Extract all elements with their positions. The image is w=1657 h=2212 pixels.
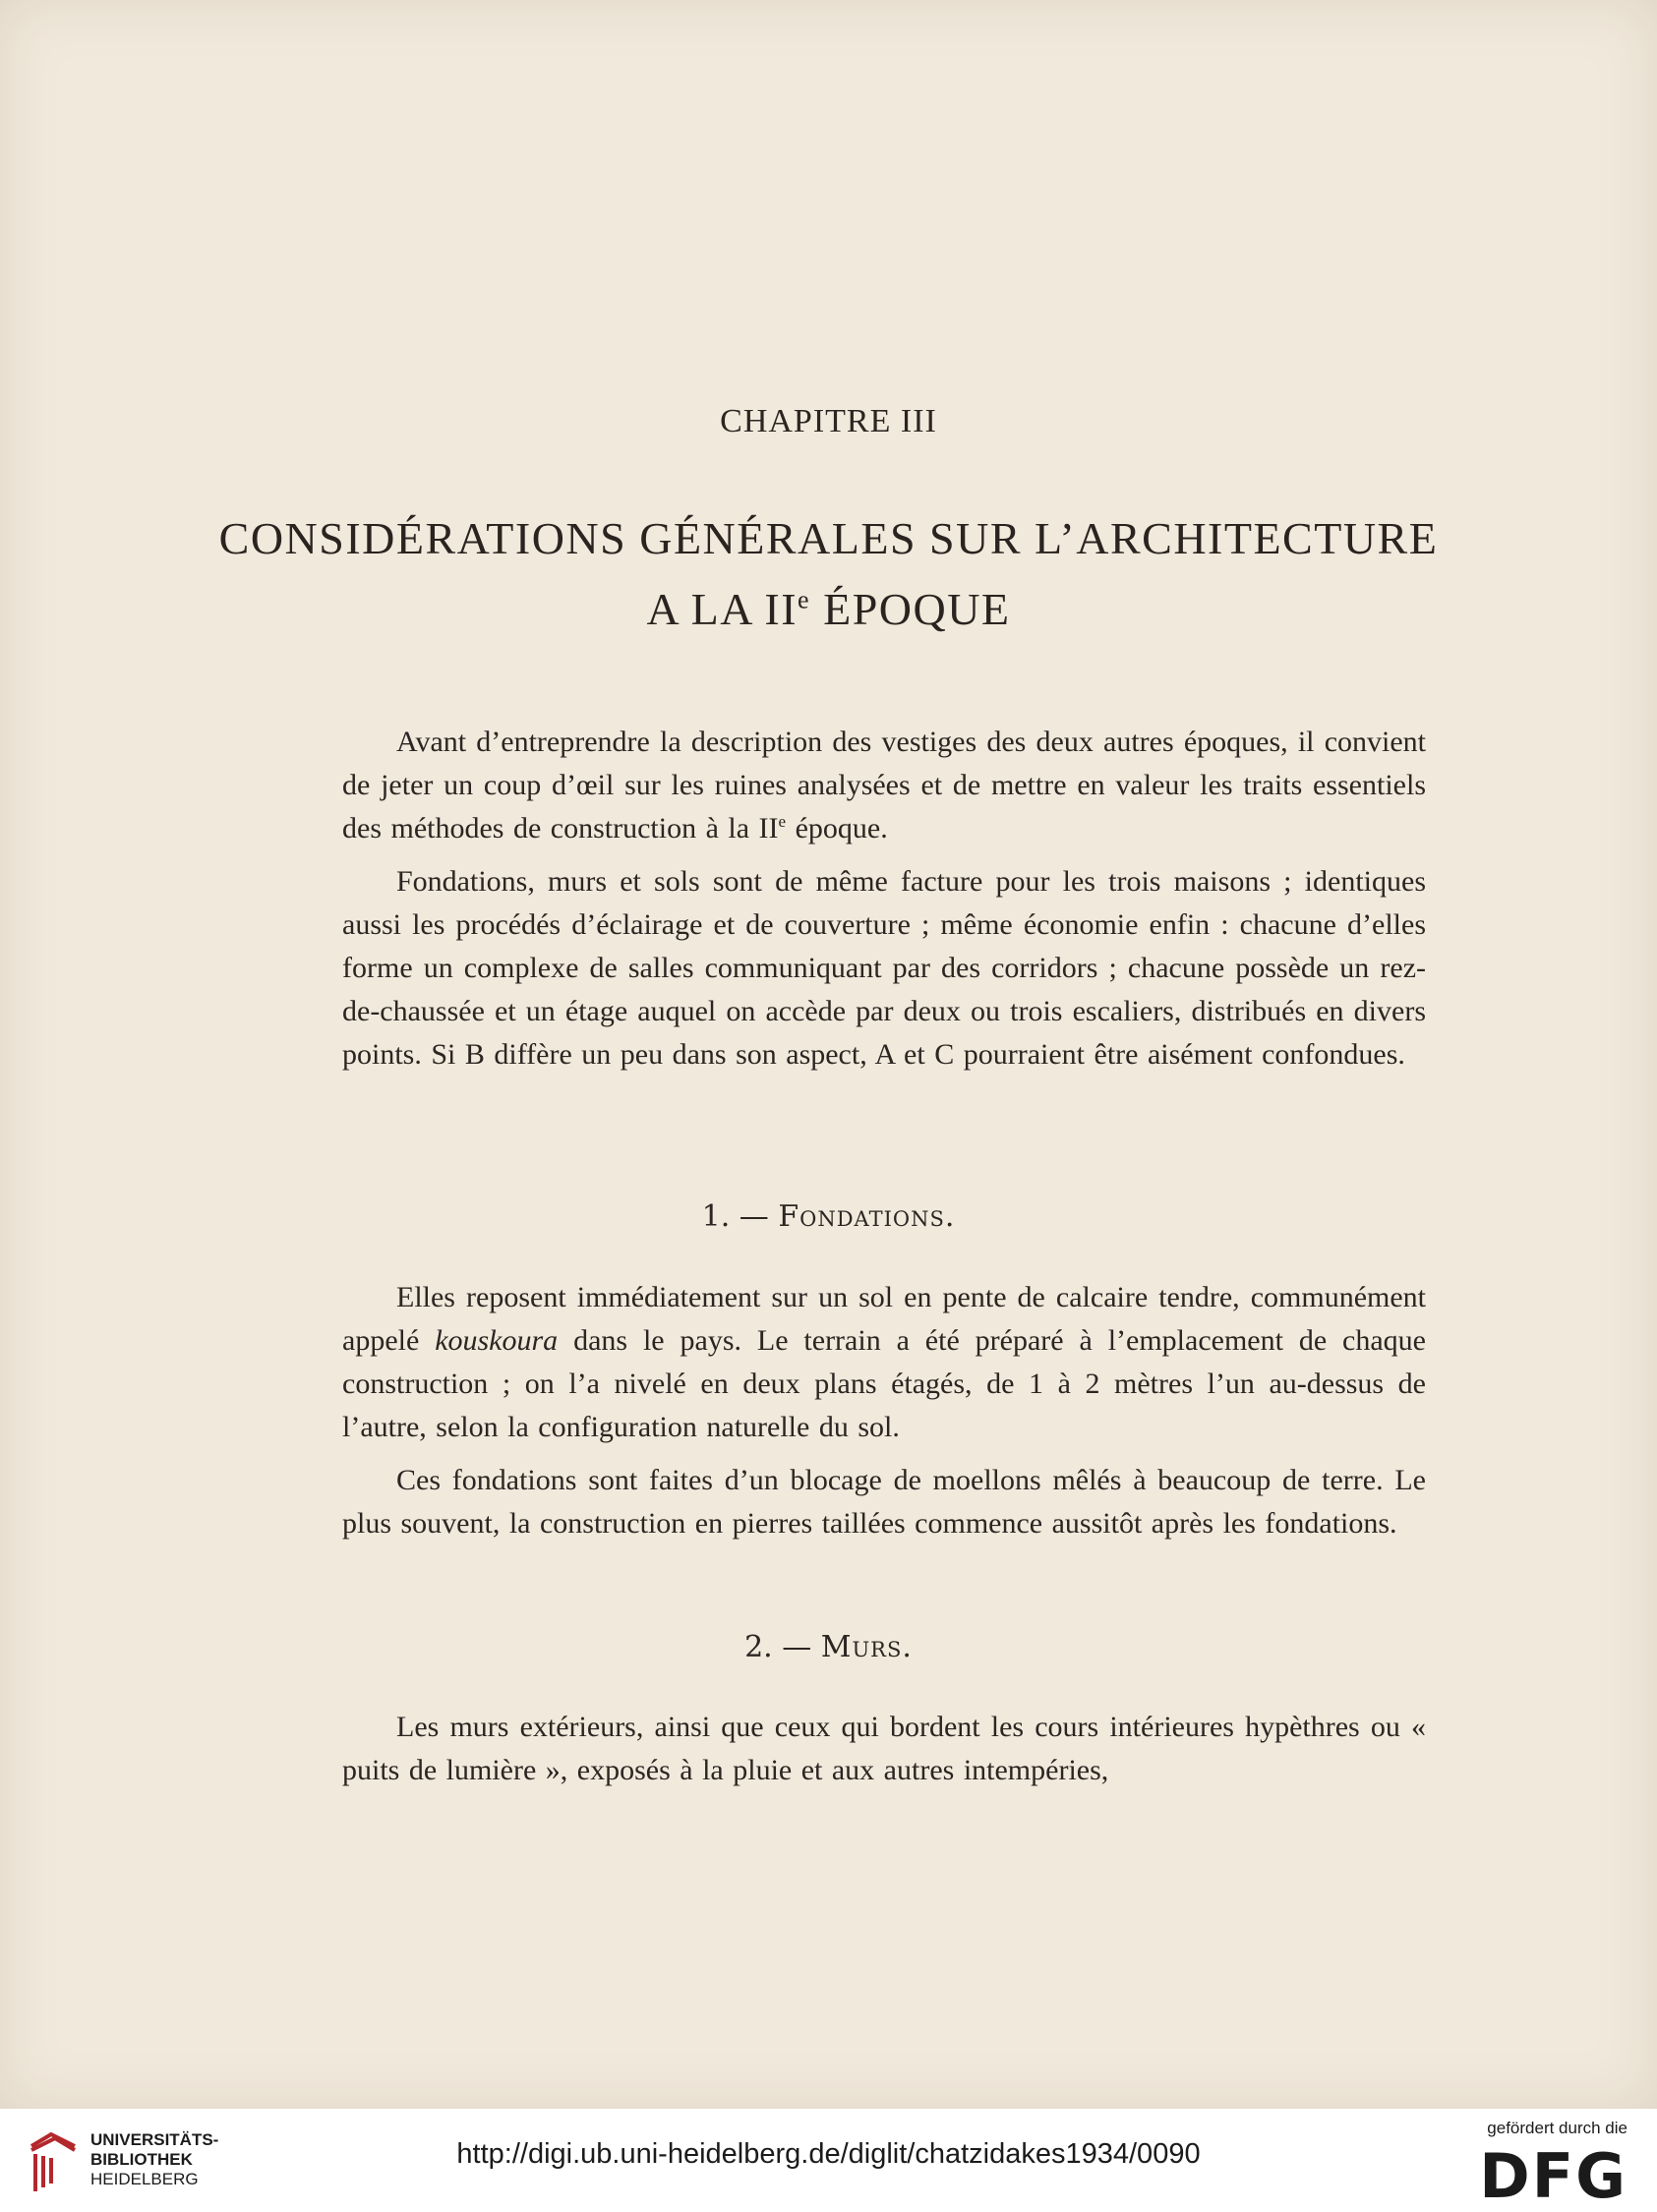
chapter-title <box>0 503 1657 645</box>
section-2-label: Murs. <box>820 1630 913 1664</box>
paragraph-3 <box>342 1276 1426 1449</box>
paragraph-4: Ces fondations sont faites d’un blocage de moellons mêlés à beaucoup de terre. Le plus souvent, la construction en pierres taillées commence aussitôt après les fondations. <box>342 1464 1426 1540</box>
paragraph-2: Fondations, murs et sols sont de même facture pour les trois maisons ; identiques aussi les procédés d’éclairage et de couverture ; même économie enfin : chacune d’elles forme un complexe de salles communiquant par des corridors ; chacune possède un rez-de-chaussée et un étage auquel on accède par deux ou trois escaliers, distribués en divers points. Si B diffère un peu dans son aspect, A et C pourraient être aisément confondues. <box>342 865 1426 1071</box>
dfg-logo: DFG <box>1479 2140 1627 2212</box>
paragraph-3-text-b: dans le pays. Le terrain a été préparé à l’emplacement de chaque construction ; on l’a nivelé en deux plans étagés, de 1 à 2 mètres l’un au-dessus de l’autre, selon la configuration naturelle du sol. <box>342 1324 1426 1443</box>
section-heading-fondations <box>0 1199 1657 1234</box>
murs-block <box>342 1706 1426 1802</box>
digitization-footer <box>0 2109 1657 2212</box>
paragraph-3-italic-term: kouskoura <box>435 1324 559 1357</box>
title-line-2-start: A LA II <box>646 584 799 634</box>
paragraph-1 <box>342 721 1426 850</box>
paragraph-1-superscript: e <box>778 812 787 831</box>
paragraph-1-text-a: Avant d’entreprendre la description des vestiges des deux autres époques, il convient de jeter un coup d’œil sur les ruines analysées et de mettre en valeur les traits essentiels des méthodes de construction à la II <box>342 726 1426 844</box>
paragraph-3-text-a: Elles reposent immédiatement sur un sol en pente de calcaire tendre, communément appelé <box>342 1281 1426 1357</box>
intro-block <box>342 721 1426 1086</box>
paragraph-1-text-b: époque. <box>786 812 888 844</box>
title-superscript: e <box>798 585 811 614</box>
section-heading-murs <box>0 1630 1657 1664</box>
chapter-title-line-2 <box>0 574 1657 645</box>
permalink-url[interactable]: http://digi.ub.uni-heidelberg.de/diglit/chatzidakes1934/0090 <box>456 2138 1201 2170</box>
library-name-line-2: BIBLIOTHEK <box>90 2150 193 2169</box>
library-name-line-1: UNIVERSITÄTS- <box>90 2130 219 2149</box>
fondations-block <box>342 1276 1426 1555</box>
section-1-label: Fondations. <box>778 1199 956 1234</box>
section-1-number: 1. — <box>701 1199 779 1234</box>
paragraph-5: Les murs extérieurs, ainsi que ceux qui bordent les cours intérieures hypèthres ou « puits de lumière », exposés à la pluie et aux autres intempéries, <box>342 1711 1426 1786</box>
section-2-number: 2. — <box>744 1630 821 1664</box>
chapter-title-line-1: CONSIDÉRATIONS GÉNÉRALES SUR L’ARCHITECTURE <box>218 513 1439 563</box>
library-name-line-3: HEIDELBERG <box>90 2170 199 2188</box>
title-line-2-end: ÉPOQUE <box>810 584 1011 634</box>
chapter-heading: CHAPITRE III <box>720 403 937 439</box>
funded-by-label: gefördert durch die <box>1487 2119 1627 2137</box>
